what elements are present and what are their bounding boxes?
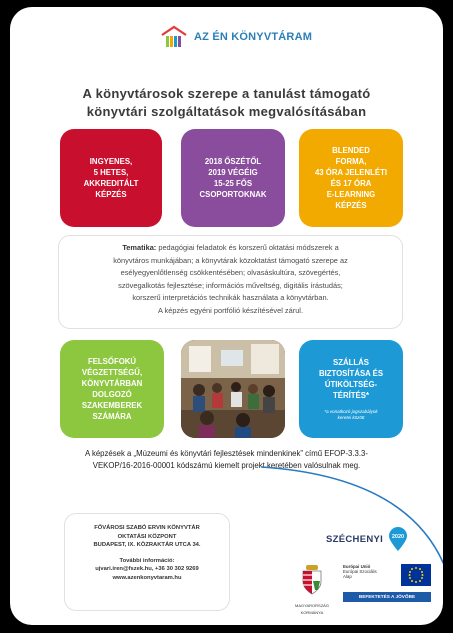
eu-line: Európai Szociális <box>343 569 377 575</box>
szechenyi-text: SZÉCHENYI <box>326 533 384 545</box>
box-line: BIZTOSÍTÁSA ÉS <box>318 369 384 378</box>
box-line: TÉRÍTÉS* <box>333 391 369 400</box>
topics-text: pedagógiai feladatok és korszerű oktatási módszerek a <box>156 243 339 252</box>
eu-label <box>343 564 377 580</box>
box-line: FELSŐFOKÚ <box>87 357 137 366</box>
box-line: CSOPORTOKNAK <box>199 190 267 199</box>
topics-text: esélyegyenlőtlenség csökkentésében; olvasáskultúra, szövegértés, <box>120 268 341 277</box>
eu-line: Alap <box>343 574 352 580</box>
box-line: BLENDED <box>332 146 370 155</box>
project-line-2: VEKOP/16-2016-00001 kódszámú kiemelt projekt keretében valósulnak meg. <box>92 461 361 470</box>
government-crest <box>295 564 329 615</box>
org-unit: OKTATÁSI KÖZPONT <box>117 533 177 540</box>
eu-line: Európai Unió <box>343 564 371 569</box>
box-line: KÖNYVTÁRBAN <box>81 379 143 388</box>
org-name: FŐVÁROSI SZABÓ ERVIN KÖNYVTÁR <box>94 525 200 531</box>
topics-closing: A képzés egyéni portfólió készítésével zárul. <box>157 305 303 315</box>
topics-label: Tematika: <box>122 243 157 252</box>
box-line: DOLGOZÓ <box>92 390 132 399</box>
box-line: 43 ÓRA JELENLÉTI <box>314 168 388 177</box>
box-line: VÉGZETTSÉGŰ, <box>81 368 143 377</box>
title-line-2: könyvtári szolgáltatások megvalósításában <box>86 104 367 119</box>
box-line: ÚTIKÖLTSÉG- <box>324 380 378 389</box>
topics-text: szövegalkotás fejlesztése; információs műveltség, digitális írástudás; <box>118 280 343 290</box>
coat-of-arms-icon <box>297 564 327 596</box>
box-line: 2019 VÉGÉIG <box>208 168 258 177</box>
crest-line-1: MAGYARORSZÁG <box>295 603 329 608</box>
contact-panel <box>64 513 230 611</box>
website-link[interactable]: www.azenkonyvtaram.hu <box>112 574 182 581</box>
topics-text: könyvtáros munkájában; a könyvtárak közoktatást támogató szerepe az <box>113 255 348 265</box>
topics-text: korszerű interpretációs technikák használata a könyvtárban. <box>132 293 329 302</box>
poster-card <box>10 7 443 625</box>
box-line: KÉPZÉS <box>95 190 127 199</box>
box-line: 5 HETES, <box>93 168 129 177</box>
logo-text: AZ ÉN KÖNYVTÁRAM <box>194 31 313 43</box>
footnote-line: keretei között <box>337 415 365 420</box>
contact-email-phone[interactable]: ujvari.iren@fszek.hu, +36 30 302 9269 <box>95 566 199 573</box>
box-line: 15-25 FŐS <box>213 179 253 188</box>
crest-line-2: KORMÁNYA <box>300 610 324 615</box>
box-line: 2018 ŐSZÉTŐL <box>204 157 262 166</box>
eu-flag-icon <box>401 564 431 586</box>
more-info-label: További információ: <box>119 557 175 564</box>
box-line: SZAKEMBEREK <box>81 401 143 410</box>
box-line: AKKREDITÁLT <box>83 179 139 188</box>
box-line: INGYENES, <box>89 157 133 166</box>
box-line: SZÁLLÁS <box>333 358 369 367</box>
title-line-1: A könyvtárosok szerepe a tanulást támogató <box>82 86 371 101</box>
project-line-1: A képzések a „Múzeumi és könyvtári fejlesztések mindenkinek” című EFOP-3.3.3- <box>85 449 368 458</box>
box-line: SZÁMÁRA <box>92 412 132 421</box>
szechenyi-badge-icon <box>387 526 409 552</box>
box-line: KÉPZÉS <box>335 201 367 210</box>
box-line: FORMA, <box>335 157 367 166</box>
szechenyi-logo <box>326 526 409 552</box>
box-line: E-LEARNING <box>326 190 376 199</box>
szechenyi-year: 2020 <box>391 534 405 540</box>
org-address: BUDAPEST, IX. KÖZRAKTÁR UTCA 34. <box>93 542 201 549</box>
investment-banner: BEFEKTETÉS A JÖVŐBE <box>343 592 431 602</box>
box-line: ÉS 17 ÓRA <box>330 179 372 188</box>
footnote-line: *a vonatkozó jogszabályok <box>324 409 378 414</box>
